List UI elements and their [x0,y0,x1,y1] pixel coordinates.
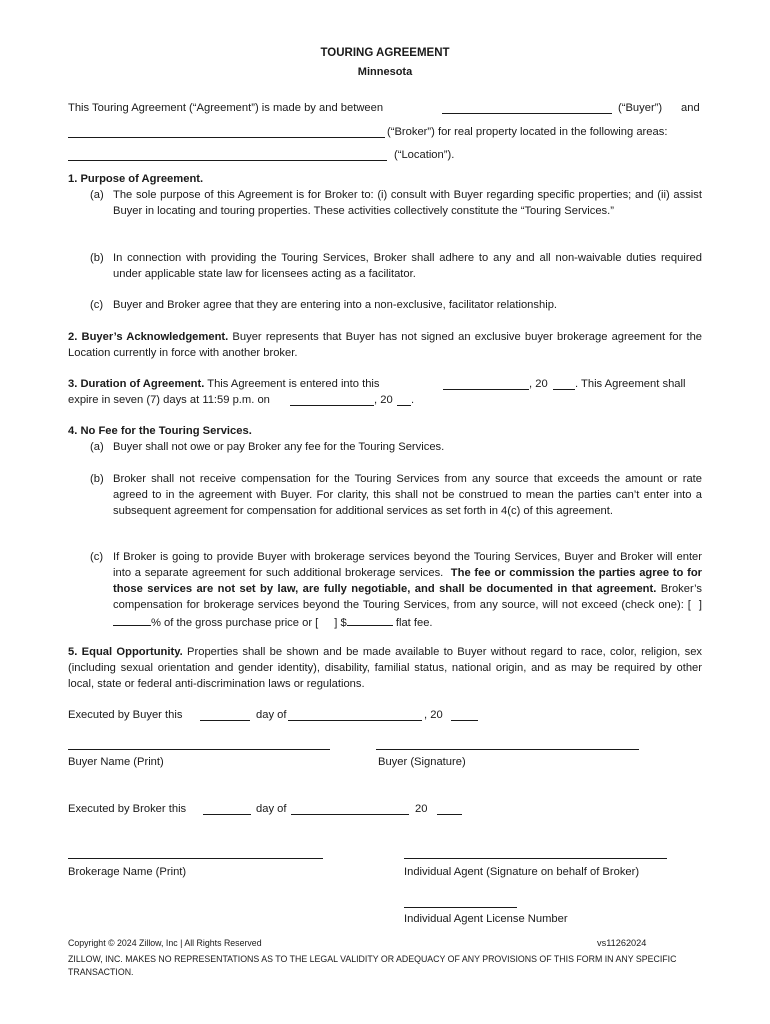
agent-license-label: Individual Agent License Number [404,913,568,925]
section-3-text-a: This Agreement is entered into this [207,378,380,390]
broker-executed-text: Executed by Broker this [68,803,187,815]
section-4a-text: Buyer shall not owe or pay Broker any fee for the Touring Services. [113,441,445,453]
buyer-name-print-label: Buyer Name (Print) [68,756,164,768]
intro-and: and [681,102,700,114]
section-4c-text-d: % of the gross purchase price or [ [151,617,319,630]
buyer-year-prefix: , 20 [424,709,443,721]
section-1-heading: 1. Purpose of Agreement. [68,173,204,185]
section-4a [90,440,702,456]
section-4c-label: (c) [90,551,104,563]
buyer-executed-text: Executed by Buyer this [68,709,183,721]
buyer-name-print-line[interactable] [68,749,330,750]
section-1b [90,251,702,283]
section-5-heading: 5. Equal Opportunity. [68,646,183,658]
section-4b-text: Broker shall not receive compensation for the Touring Services from any source that exceeds the amount or rate agreed to in the agreement with Buyer. For clarity, this shall not be construed to mean the parties can’t enter into a subsequent agreement for compensation for additional services as set forth in 4(c) of this agreement. [113,473,702,517]
section-1b-label: (b) [90,252,104,264]
section-3-text-c: . This Agreement shall [575,378,686,390]
section-1a [90,188,702,220]
document-subtitle: Minnesota [357,66,413,78]
location-label: (“Location”). [394,149,455,161]
buyer-signature-line[interactable] [376,749,639,750]
section-3-period: . [411,394,415,406]
section-5 [68,645,702,692]
buyer-signature-label: Buyer (Signature) [378,756,466,768]
section-1b-text: In connection with providing the Touring Services, Broker shall adhere to any and all non-waivable duties required under applicable state law for licensees acting as a facilitator. [113,252,702,280]
intro-text: This Touring Agreement (“Agreement”) is made by and between [68,102,384,114]
buyer-month-blank[interactable] [288,720,422,721]
section-3-expire-text: expire in seven (7) days at 11:59 p.m. on [68,394,270,406]
section-3-heading: 3. Duration of Agreement. [68,378,205,390]
section-1a-text: The sole purpose of this Agreement is for Broker to: (i) consult with Buyer regarding specific properties; and (ii) assist Buyer in locating and touring properties. These activities collectively constitute the “Touring Services.” [113,189,702,217]
broker-year-blank[interactable] [437,814,462,815]
section-4c-text-e: ] $ [334,617,347,630]
expire-year-blank[interactable] [397,405,411,406]
entered-date-blank[interactable] [443,389,529,390]
footer-copyright: Copyright © 2024 Zillow, Inc | All Rights Reserved [68,938,262,948]
section-4c-bold-text: The fee or commission the parties agree to for those services are not set by law, are fully negotiable, and shall be documented in that agreement. [113,566,703,595]
percent-checkbox[interactable] [691,597,699,608]
section-4-heading: 4. No Fee for the Touring Services. [68,425,252,437]
broker-month-blank[interactable] [291,814,409,815]
flat-fee-blank[interactable] [347,614,393,626]
section-4c-text-b: Broker’s compensation for brokerage services beyond the Touring Services, from any source, will not exceed (check one): [ [113,582,703,612]
document-title: TOURING AGREEMENT [320,47,450,59]
expire-date-blank[interactable] [290,405,374,406]
section-1a-label: (a) [90,189,104,201]
section-4c-text-a: If Broker is going to provide Buyer with brokerage services beyond the Touring Services, Buyer and Broker will enter into a separate agreement for such additional brokerage services. [113,551,702,579]
agent-signature-line[interactable] [404,858,667,859]
percent-blank[interactable] [113,614,151,626]
brokerage-name-print-label: Brokerage Name (Print) [68,866,187,878]
agent-license-line[interactable] [404,907,517,908]
buyer-label: (“Buyer”) [618,102,663,114]
entered-year-blank[interactable] [553,389,575,390]
broker-name-blank[interactable] [68,137,385,138]
agent-signature-label: Individual Agent (Signature on behalf of Broker) [404,866,640,878]
section-4b-label: (b) [90,473,104,485]
section-4c-text-f: flat fee. [395,617,433,630]
section-4b [90,472,702,519]
buyer-day-blank[interactable] [200,720,250,721]
section-3-line-1 [68,377,380,392]
section-5-text: Properties shall be shown and be made available to Buyer without regard to race, color, religion, sex (including sexual orientation and gender identity), disability, familial status, national origin, and as may be required by other local, state or federal anti-discrimination laws or regulations. [68,646,703,690]
buyer-year-blank[interactable] [451,720,478,721]
broker-day-blank[interactable] [203,814,251,815]
section-1c-text: Buyer and Broker agree that they are entering into a non-exclusive, facilitator relationship. [113,299,558,311]
flat-fee-checkbox[interactable] [318,615,334,626]
section-4a-label: (a) [90,441,104,453]
brokerage-name-print-line[interactable] [68,858,323,859]
location-blank[interactable] [68,160,387,161]
intro-line-1 [68,101,383,116]
section-3-expire-year-prefix: , 20 [374,394,393,406]
broker-label: (“Broker”) for real property located in the following areas: [387,126,668,138]
section-2-text: Buyer represents that Buyer has not signed an exclusive buyer brokerage agreement for the Location currently in force with another broker. [68,331,703,359]
section-3-year-prefix: , 20 [529,378,548,390]
buyer-name-blank[interactable] [442,113,612,114]
section-1c [90,298,702,314]
footer-version: vs11262024 [597,938,647,948]
section-4c [90,550,702,632]
footer-disclaimer: ZILLOW, INC. MAKES NO REPRESENTATIONS AS TO THE LEGAL VALIDITY OR ADEQUACY OF ANY PROVISIONS OF THIS FORM IN ANY SPECIFIC TRANSACTION. [68,954,677,977]
section-1c-label: (c) [90,299,104,311]
section-4c-bracket-close: ] [698,599,702,612]
broker-day-of-text: day of [256,803,287,815]
section-2-heading: 2. Buyer’s Acknowledgement. [68,331,229,343]
section-4c-text [113,550,702,632]
buyer-day-of-text: day of [256,709,287,721]
section-2 [68,330,702,362]
broker-year-prefix: 20 [415,803,428,815]
